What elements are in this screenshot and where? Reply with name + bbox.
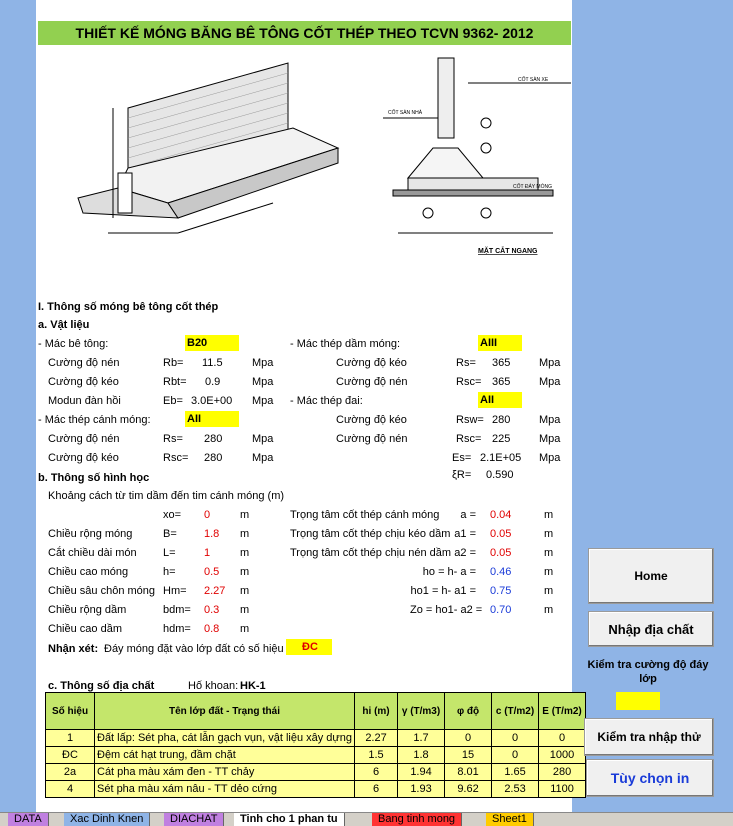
kiem-tra-nhap-thu-button[interactable]: Kiểm tra nhập thử: [584, 718, 714, 756]
soil-cell[interactable]: Đệm cát hạt trung, đầm chặt: [95, 747, 355, 764]
geometry-right-label: Trọng tâm cốt thép chịu kéo dầm: [290, 528, 451, 540]
geometry-sym: h=: [163, 566, 176, 578]
soil-cell[interactable]: 2.27: [355, 730, 398, 747]
concrete-row-unit: Mpa: [252, 376, 274, 388]
drawing-label-2: CỐT SÀN NHÀ: [388, 110, 423, 116]
geometry-right-unit: m: [544, 585, 554, 597]
tab-diachat[interactable]: DIACHAT: [164, 813, 224, 826]
soil-table: [45, 692, 586, 798]
soil-cell[interactable]: Sét pha màu xám nâu - TT dẻo cứng: [95, 781, 355, 798]
steel-beam-label: - Mác thép dầm móng:: [290, 338, 401, 350]
materials-heading: a. Vật liệu: [38, 319, 90, 331]
section1-heading: I. Thông số móng bê tông cốt thép: [38, 301, 219, 313]
steel-stirrup-row-value: 280: [492, 414, 511, 426]
steel-beam-row-sym: Rs=: [456, 357, 476, 369]
table-row: [46, 747, 586, 764]
geometry-right-unit: m: [544, 604, 554, 616]
concrete-row-value: 3.0E+00: [191, 395, 233, 407]
remark-label: Nhận xét:: [48, 643, 99, 655]
concrete-label: - Mác bê tông:: [38, 338, 109, 350]
soil-cell[interactable]: 0: [492, 747, 539, 764]
steel-stirrup-label: - Mác thép đai:: [290, 395, 363, 407]
concrete-row-unit: Mpa: [252, 357, 274, 369]
geometry-right-label: Trọng tâm cốt thép cánh móng: [290, 509, 440, 521]
geometry-value[interactable]: 1.8: [204, 528, 220, 540]
geometry-sym: hdm=: [163, 623, 191, 635]
steel-beam-grade[interactable]: AIII: [478, 335, 522, 351]
soil-cell[interactable]: 15: [445, 747, 492, 764]
geometry-sym: bdm=: [163, 604, 191, 616]
steel-beam-row-unit: Mpa: [539, 376, 561, 388]
tab-data[interactable]: DATA: [8, 813, 49, 826]
geometry-right-unit: m: [544, 547, 554, 559]
soil-cell[interactable]: Đất lấp: Sét pha, cát lẫn gạch vụn, vật liệu xây dựng: [95, 730, 355, 747]
geometry-right-value: 0.46: [490, 566, 512, 578]
tab-xac-dinh-knen[interactable]: Xac Dinh Knen: [64, 813, 150, 826]
soil-cell[interactable]: ĐC: [46, 747, 95, 764]
xi-value: 0.590: [486, 469, 514, 481]
steel-wing-row-unit: Mpa: [252, 433, 274, 445]
soil-cell[interactable]: 1.7: [398, 730, 445, 747]
tuy-chon-in-button[interactable]: Tùy chọn in: [586, 759, 714, 797]
soil-header-cell: γ (T/m3): [398, 693, 445, 730]
geometry-sym: B=: [163, 528, 177, 540]
geometry-unit: m: [240, 623, 250, 635]
concrete-row-value: 0.9: [205, 376, 221, 388]
soil-heading: c. Thông số địa chất: [48, 680, 155, 692]
steel-wing-row-sym: Rsc=: [163, 452, 189, 464]
soil-cell[interactable]: 1.8: [398, 747, 445, 764]
concrete-row-sym: Rbt=: [163, 376, 187, 388]
soil-cell[interactable]: 1.5: [355, 747, 398, 764]
foundation-drawing: [38, 48, 571, 298]
steel-wing-label: - Mác thép cánh móng:: [38, 414, 151, 426]
table-row: [46, 730, 586, 747]
soil-cell[interactable]: 1.65: [492, 764, 539, 781]
geometry-right-value: 0.05: [490, 547, 512, 559]
geometry-right-label: Trọng tâm cốt thép chịu nén dầm: [290, 547, 452, 559]
geometry-label: Chiều cao móng: [48, 566, 129, 578]
soil-header-cell: E (T/m2): [539, 693, 586, 730]
xi-sym: ξR=: [452, 469, 472, 481]
soil-cell[interactable]: 1.93: [398, 781, 445, 798]
geometry-sym: L=: [163, 547, 176, 559]
geometry-value[interactable]: 0.8: [204, 623, 220, 635]
geometry-right-value: 0.04: [490, 509, 512, 521]
geometry-right-value: 0.70: [490, 604, 512, 616]
steel-stirrup-row-unit: Mpa: [539, 433, 561, 445]
soil-cell[interactable]: 1000: [539, 747, 586, 764]
soil-cell[interactable]: 1.94: [398, 764, 445, 781]
soil-header-cell: Tên lớp đất - Trạng thái: [95, 693, 355, 730]
geometry-right-unit: m: [544, 566, 554, 578]
geometry-unit: m: [240, 604, 250, 616]
steel-stirrup-grade[interactable]: AII: [478, 392, 522, 408]
steel-beam-row-label: Cường độ kéo: [336, 357, 407, 369]
soil-header-cell: Số hiệu: [46, 693, 95, 730]
soil-cell[interactable]: 6: [355, 764, 398, 781]
geometry-right-sym: ho = h- a =: [422, 566, 476, 578]
geometry-value[interactable]: 2.27: [204, 585, 226, 597]
es-value: 2.1E+05: [480, 452, 522, 464]
concrete-row-label: Cường độ kéo: [48, 376, 119, 388]
geometry-note: Khoảng cách từ tim dầm đến tim cánh móng (m): [48, 490, 285, 502]
steel-stirrup-row-value: 225: [492, 433, 511, 445]
steel-beam-row-value: 365: [492, 376, 511, 388]
sheet-tabs: [0, 812, 733, 826]
steel-stirrup-row-unit: Mpa: [539, 414, 561, 426]
concrete-row-label: Cường độ nén: [48, 357, 120, 369]
table-row: [46, 764, 586, 781]
steel-beam-row-value: 365: [492, 357, 511, 369]
drawing-label-3: CỐT ĐÁY MÓNG: [513, 184, 552, 190]
soil-cell[interactable]: 0: [445, 730, 492, 747]
geometry-right-sym: a2 =: [454, 547, 476, 559]
tab-bang-tinh-mong[interactable]: Bang tinh mong: [372, 813, 462, 826]
geometry-label: Chiều rộng móng: [48, 528, 133, 540]
geometry-right-sym: a1 =: [454, 528, 476, 540]
geometry-unit: m: [240, 547, 250, 559]
steel-stirrup-row-label: Cường độ nén: [336, 433, 408, 445]
soil-header-cell: c (T/m2): [492, 693, 539, 730]
geometry-right-sym: Zo = ho1- a2 =: [410, 604, 483, 616]
geometry-label: Cắt chiều dài món: [48, 547, 137, 559]
home-button[interactable]: Home: [588, 548, 714, 604]
page-title: THIẾT KẾ MÓNG BĂNG BÊ TÔNG CỐT THÉP THEO TCVN 9362- 2012: [38, 21, 571, 45]
steel-wing-row-value: 280: [204, 452, 223, 464]
steel-wing-row-unit: Mpa: [252, 452, 274, 464]
check-label: Kiểm tra cường độ đáy lớp: [587, 659, 709, 685]
soil-cell[interactable]: 6: [355, 781, 398, 798]
geometry-value[interactable]: 0: [204, 509, 211, 521]
nhap-dia-chat-button[interactable]: Nhập địa chất: [588, 611, 714, 647]
drawing-label-1: CỐT SÀN XE: [518, 77, 549, 83]
steel-beam-row-label: Cường độ nén: [336, 376, 408, 388]
geometry-sym: Hm=: [163, 585, 187, 597]
geometry-unit: m: [240, 528, 250, 540]
soil-cell[interactable]: Cát pha màu xám đen - TT chảy: [95, 764, 355, 781]
borehole-value: HK-1: [240, 680, 266, 692]
drawing-caption: MẶT CẮT NGANG: [478, 248, 538, 255]
soil-cell[interactable]: 2.53: [492, 781, 539, 798]
steel-wing-grade[interactable]: AII: [185, 411, 239, 427]
soil-cell[interactable]: 2a: [46, 764, 95, 781]
tab-tinh-cho-1-phan-tu[interactable]: Tinh cho 1 phan tu: [234, 813, 345, 826]
remark-value: ĐC: [286, 639, 332, 655]
soil-cell[interactable]: 8.01: [445, 764, 492, 781]
steel-beam-row-unit: Mpa: [539, 357, 561, 369]
geometry-label: Chiều sâu chôn móng: [48, 585, 156, 597]
table-row: [46, 781, 586, 798]
es-sym: Es=: [452, 452, 472, 464]
es-unit: Mpa: [539, 452, 561, 464]
concrete-row-label: Modun đàn hồi: [48, 395, 121, 407]
geometry-right-unit: m: [544, 528, 554, 540]
steel-stirrup-row-sym: Rsc=: [456, 433, 482, 445]
borehole-label: Hố khoan:: [188, 680, 239, 692]
concrete-row-value: 11.5: [202, 357, 223, 369]
geometry-label: Chiều cao dầm: [48, 623, 122, 635]
concrete-row-sym: Rb=: [163, 357, 184, 369]
remark-text: Đáy móng đặt vào lớp đất có số hiệu: [104, 643, 284, 655]
concrete-row-sym: Eb=: [163, 395, 183, 407]
geometry-right-sym: a =: [460, 509, 476, 521]
check-result-cell[interactable]: [616, 692, 660, 710]
geometry-unit: m: [240, 585, 250, 597]
steel-stirrup-row-sym: Rsw=: [456, 414, 484, 426]
geometry-right-value: 0.05: [490, 528, 512, 540]
geometry-value[interactable]: 1: [204, 547, 211, 559]
concrete-grade[interactable]: B20: [185, 335, 239, 351]
geometry-unit: m: [240, 566, 250, 578]
tab-sheet1[interactable]: Sheet1: [486, 813, 534, 826]
steel-beam-row-sym: Rsc=: [456, 376, 482, 388]
soil-cell[interactable]: 280: [539, 764, 586, 781]
soil-header-cell: hi (m): [355, 693, 398, 730]
steel-wing-row-label: Cường độ nén: [48, 433, 120, 445]
soil-cell[interactable]: 0: [492, 730, 539, 747]
geometry-label: Chiều rộng dầm: [48, 604, 127, 616]
concrete-row-unit: Mpa: [252, 395, 274, 407]
steel-stirrup-row-label: Cường độ kéo: [336, 414, 407, 426]
geometry-heading: b. Thông số hình học: [38, 472, 150, 484]
soil-cell[interactable]: 4: [46, 781, 95, 798]
geometry-value[interactable]: 0.3: [204, 604, 220, 616]
soil-cell[interactable]: 1: [46, 730, 95, 747]
soil-cell[interactable]: 1100: [539, 781, 586, 798]
geometry-unit: m: [240, 509, 250, 521]
geometry-right-unit: m: [544, 509, 554, 521]
steel-wing-row-label: Cường độ kéo: [48, 452, 119, 464]
steel-wing-row-value: 280: [204, 433, 223, 445]
soil-cell[interactable]: 0: [539, 730, 586, 747]
geometry-right-sym: ho1 = h- a1 =: [410, 585, 476, 597]
steel-wing-row-sym: Rs=: [163, 433, 183, 445]
soil-header-cell: φ độ: [445, 693, 492, 730]
geometry-right-value: 0.75: [490, 585, 512, 597]
soil-cell[interactable]: 9.62: [445, 781, 492, 798]
geometry-sym: xo=: [163, 509, 182, 521]
geometry-value[interactable]: 0.5: [204, 566, 220, 578]
